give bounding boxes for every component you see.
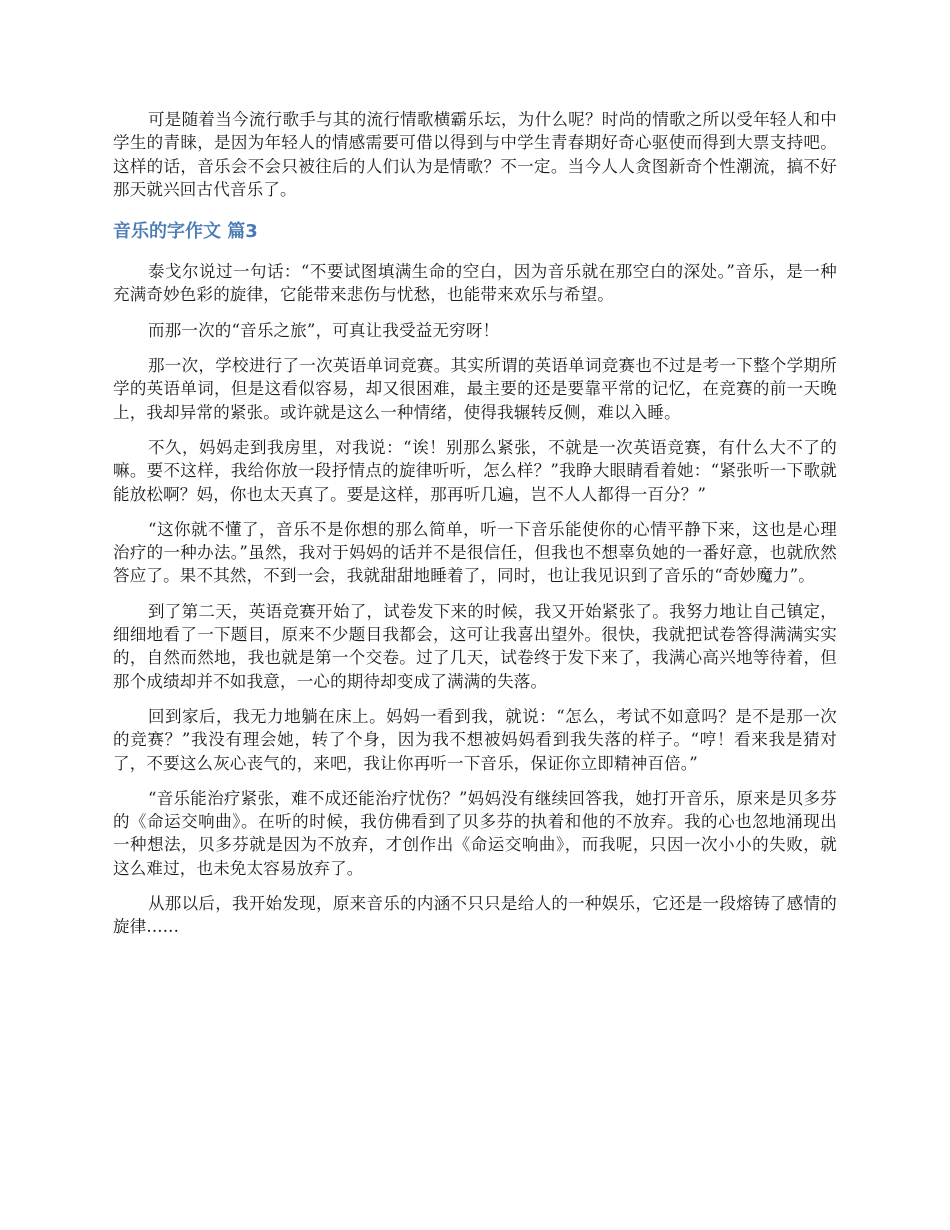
paragraph-9: 从那以后，我开始发现，原来音乐的内涵不只只是给人的一种娱乐，它还是一段熔铸了感情的旋律...... [113, 894, 837, 937]
paragraph-4: 不久，妈妈走到我房里，对我说：“诶！别那么紧张，不就是一次英语竞赛，有什么大不了的嘛。要不这样，我给你放一段抒情点的旋律听听，怎么样？”我睁大眼睛看着她：“紧张听一下歌就能放松啊？妈，你也太天真了。要是这样，那再听几遍，岂不人人都得一百分？” [113, 437, 837, 504]
paragraph-5: “这你就不懂了，音乐不是你想的那么简单，听一下音乐能使你的心情平静下来，这也是心理治疗的一种办法。”虽然，我对于妈妈的话并不是很信任，但我也不想辜负她的一番好意，也就欣然答应了。果不其然，不到一会，我就甜甜地睡着了，同时，也让我见识到了音乐的“奇妙魔力”。 [113, 519, 837, 586]
paragraph-7: 回到家后，我无力地躺在床上。妈妈一看到我，就说：“怎么，考试不如意吗？是不是那一次的竞赛？”我没有理会她，转了个身，因为我不想被妈妈看到我失落的样子。“哼！看来我是猜对了，不要这么灰心丧气的，来吧，我让你再听一下音乐，保证你立即精神百倍。” [113, 706, 837, 773]
paragraph-1: 泰戈尔说过一句话：“不要试图填满生命的空白，因为音乐就在那空白的深处。”音乐，是一种充满奇妙色彩的旋律，它能带来悲伤与忧愁，也能带来欢乐与希望。 [113, 262, 837, 305]
paragraph-8: “音乐能治疗紧张，难不成还能治疗忧伤？”妈妈没有继续回答我，她打开音乐，原来是贝多芬的《命运交响曲》。在听的时候，我仿佛看到了贝多芬的执着和他的不放弃。我的心也忽地涌现出一种想法，贝多芬就是因为不放弃，才创作出《命运交响曲》，而我呢，只因一次小小的失败，就这么难过，也未免太容易放弃了。 [113, 788, 837, 878]
document-page [113, 108, 837, 951]
paragraph-2: 而那一次的“音乐之旅”，可真让我受益无穷呀！ [148, 320, 500, 340]
intro-paragraph: 可是随着当今流行歌手与其的流行情歌横霸乐坛，为什么呢？时尚的情歌之所以受年轻人和中学生的青睐，是因为年轻人的情感需要可借以得到与中学生青春期好奇心驱使而得到大票支持吧。这样的话，音乐会不会只被往后的人们认为是情歌？不一定。当今人人贪图新奇个性潮流，搞不好那天就兴回古代音乐了。 [113, 110, 837, 199]
paragraph-6: 到了第二天，英语竞赛开始了，试卷发下来的时候，我又开始紧张了。我努力地让自己镇定，细细地看了一下题目，原来不少题目我都会，这可让我喜出望外。很快，我就把试卷答得满满实实的，自然而然地，我也就是第一个交卷。过了几天，试卷终于发下来了，我满心高兴地等待着，但那个成绩却并不如我意，一心的期待却变成了满满的失落。 [113, 601, 837, 691]
paragraph-3: 那一次，学校进行了一次英语单词竞赛。其实所谓的英语单词竞赛也不过是考一下整个学期所学的英语单词，但是这看似容易，却又很困难，最主要的还是要靠平常的记忆，在竞赛的前一天晚上，我却异常的紧张。或许就是这么一种情绪，使得我辗转反侧，难以入睡。 [113, 356, 837, 422]
section-heading: 音乐的字作文 篇3 [113, 221, 258, 243]
